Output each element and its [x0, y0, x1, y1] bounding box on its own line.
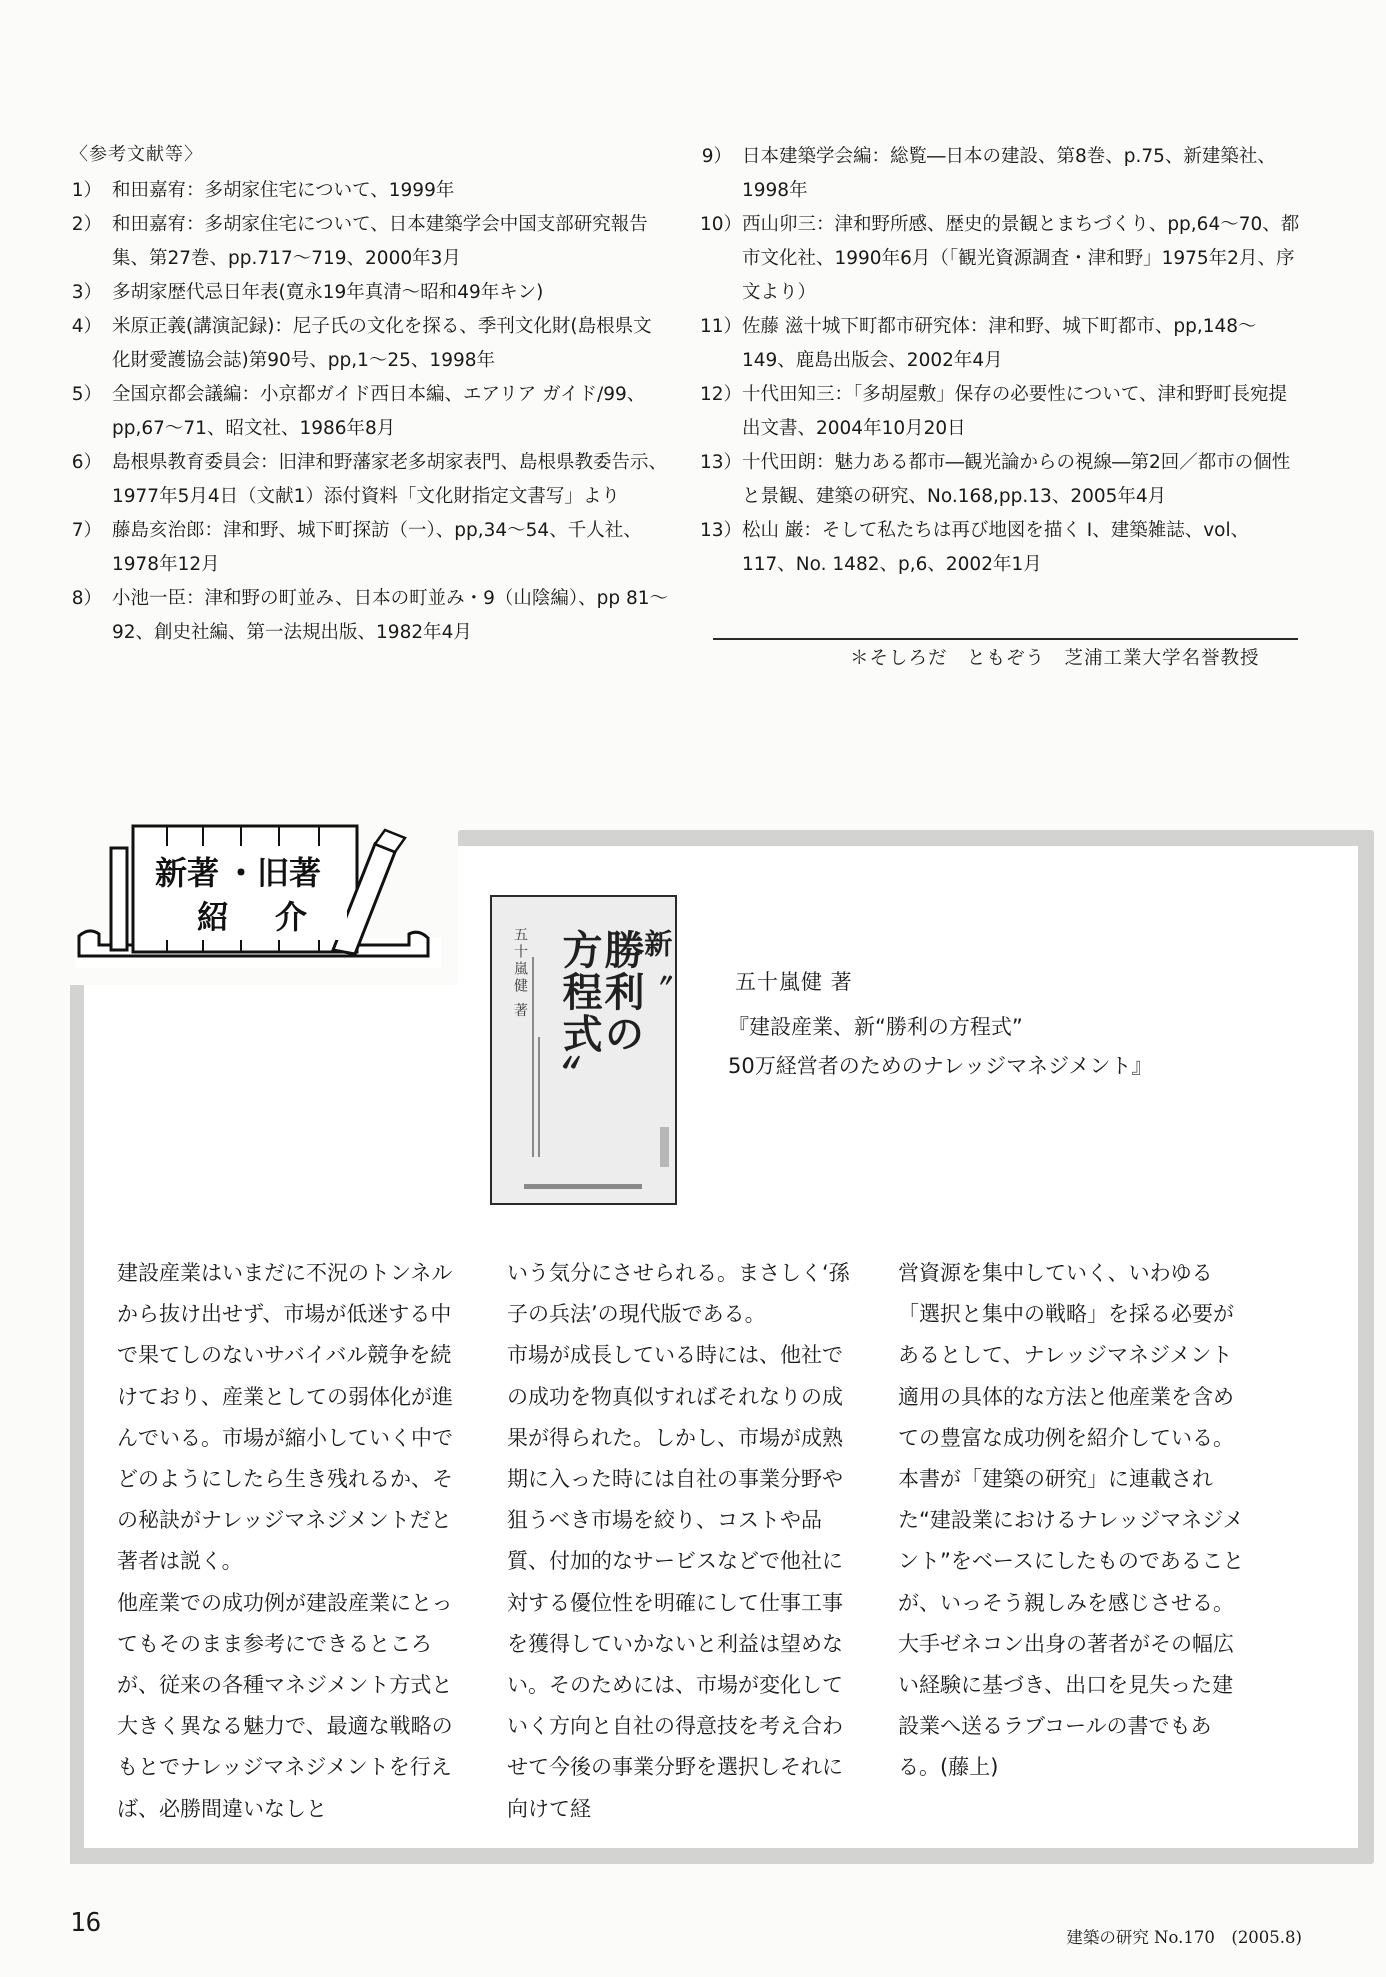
- book-cover-subtitle-mark-2: [538, 1037, 540, 1157]
- reference-text: 十代田朗：魅力ある都市―観光論からの視線―第2回／都市の個性と景観、建築の研究、No.168,pp.13、2005年4月: [742, 452, 1291, 507]
- reference-text: 佐藤 滋十城下町都市研究体：津和野、城下町都市、pp,148～149、鹿島出版会、2002年4月: [742, 316, 1257, 371]
- reference-text: 日本建築学会編：総覧―日本の建設、第8巻、p.75、新建築社、1998年: [742, 146, 1276, 201]
- section-logo: [75, 818, 441, 968]
- reference-item: [70, 514, 670, 582]
- references-heading: 〈参考文献等〉: [70, 144, 203, 165]
- review-book-title-line2: 50万経営者のためのナレッジマネジメント』: [728, 1054, 1153, 1078]
- book-cover-title: [556, 929, 674, 1097]
- review-body-column-3: [898, 1253, 1248, 1789]
- logo-text-shincho: 新著: [155, 854, 220, 892]
- reference-number: 9）: [701, 146, 732, 167]
- reference-number: 13）: [700, 452, 743, 473]
- review-book-title-line1: 『建設産業、新“勝利の方程式”: [728, 1015, 1023, 1039]
- reference-text: 和田嘉宥：多胡家住宅について、日本建築学会中国支部研究報告集、第27巻、pp.717～719、2000年3月: [112, 214, 648, 269]
- book-cover-publisher-mark: [524, 1184, 642, 1189]
- reference-number: 4）: [71, 316, 102, 337]
- reference-text: 西山卯三：津和野所感、歴史的景観とまちづくり、pp,64～70、都市文化社、1990年6月（「観光資源調査・津和野」1975年2月、序文より）: [742, 214, 1300, 303]
- book-cover-title-line3: 方程式〟: [556, 929, 603, 1097]
- reference-item: [70, 174, 670, 208]
- reference-number: 13）: [700, 520, 743, 541]
- review-body-column-1: [117, 1253, 467, 1830]
- review-body-column-2: [507, 1253, 857, 1830]
- logo-text-kyucho: 旧著: [257, 854, 322, 892]
- book-cover-edge: [660, 1127, 669, 1167]
- reference-item: [700, 310, 1300, 378]
- page-number: 16: [70, 1908, 102, 1938]
- reference-number: 8）: [71, 588, 102, 609]
- references-right-column: [700, 140, 1300, 582]
- reference-item: [70, 582, 670, 650]
- reference-text: 全国京都会議編：小京都ガイド西日本編、エアリア ガイド/99、pp,67～71、昭文社、1986年8月: [112, 384, 646, 439]
- reference-number: 5）: [71, 384, 102, 405]
- reference-item: [700, 446, 1300, 514]
- review-paragraph: 他産業での成功例が建設産業にとってもそのまま参考にできるところが、従来の各種マネジメント方式と大きく異なる魅力で、最適な戦略のもとでナレッジマネジメントを行えば、必勝間違いなしと: [117, 1590, 453, 1821]
- references-left-list: [70, 174, 670, 650]
- review-paragraph: 建設産業はいまだに不況のトンネルから抜け出せず、市場が低迷する中で果てしのないサバイバル競争を続けており、産業としての弱体化が進んでいる。市場が縮小していく中でどのようにしたら生き残れるか、その秘訣がナレッジマネジメントだと著者は説く。: [117, 1261, 453, 1574]
- reference-text: 藤島亥治郎：津和野、城下町探訪（一）、pp,34～54、千人社、1978年12月: [112, 520, 642, 575]
- reference-number: 12）: [700, 384, 743, 405]
- article-author-credit: ＊そしろだ ともぞう 芝浦工業大学名誉教授: [850, 648, 1260, 669]
- review-paragraph: いう気分にさせられる。まさしく‘孫子の兵法’の現代版である。: [507, 1261, 850, 1327]
- reference-text: 小池一臣：津和野の町並み、日本の町並み・9（山陰編）、pp 81～92、創史社編、第一法規出版、1982年4月: [112, 588, 669, 643]
- publication-footer: 建築の研究 No.170 (2005.8): [1066, 1928, 1302, 1947]
- book-cover-author: 五十嵐健 著: [512, 927, 528, 1020]
- reference-text: 多胡家歴代忌日年表(寛永19年真清～昭和49年キン): [112, 282, 544, 303]
- reference-item: [70, 276, 670, 310]
- reference-number: 3）: [71, 282, 102, 303]
- reference-item: [700, 378, 1300, 446]
- review-paragraph: 市場が成長している時には、他社での成功を物真似すればそれなりの成果が得られた。しかし、市場が成熟期に入った時には自社の事業分野や狙うべき市場を絞り、コストや品質、付加的なサービスなどで他社に対する優位性を明確にして仕事工事を獲得していかないと利益は望めない。そのためには、市場が変化していく方向と自社の得意技を考え合わせて今後の事業分野を選択しそれに向けて経: [507, 1343, 843, 1821]
- reference-item: [70, 446, 670, 514]
- references-left-column: [70, 140, 670, 650]
- reference-item: [700, 514, 1300, 582]
- reference-item: [70, 208, 670, 276]
- book-cover-title-line1: 新〝: [640, 929, 674, 985]
- reference-item: [70, 378, 670, 446]
- reference-item: [70, 310, 670, 378]
- logo-text-sho: 紹: [197, 898, 230, 936]
- reference-item: [700, 208, 1300, 310]
- reference-text: 十代田知三：「多胡屋敷」保存の必要性について、津和野町長宛提出文書、2004年10月20日: [742, 384, 1288, 439]
- review-book-author: 五十嵐健 著: [735, 970, 853, 994]
- reference-number: 2）: [71, 214, 102, 235]
- review-paragraph: 本書が「建築の研究」に連載された“建設業におけるナレッジマネジメント”をベースにしたものであることが、いっそう親しみを感じさせる。大手ゼネコン出身の著者がその幅広い経験に基づき、出口を見失った建設業へ送るラブコールの書でもある。(藤上): [898, 1467, 1244, 1780]
- reference-text: 米原正義(講演記録)：尼子氏の文化を探る、季刊文化財(島根県文化財愛護協会誌)第90号、pp,1～25、1998年: [112, 316, 652, 371]
- reference-number: 10）: [700, 214, 743, 235]
- logo-text-kai: 介: [275, 898, 308, 936]
- reference-number: 7）: [71, 520, 102, 541]
- logo-text-dot: ・: [225, 854, 258, 892]
- review-paragraph: 営資源を集中していく、いわゆる「選択と集中の戦略」を採る必要があるとして、ナレッジマネジメント適用の具体的な方法と他産業を含めての豊富な成功例を紹介している。: [898, 1261, 1234, 1450]
- reference-number: 11）: [700, 316, 743, 337]
- logo-book-spine-1: [111, 848, 127, 950]
- references-right-list: [700, 140, 1300, 582]
- reference-text: 和田嘉宥：多胡家住宅について、1999年: [112, 180, 455, 201]
- author-divider: [713, 638, 1298, 640]
- review-book-title: [728, 1008, 1152, 1086]
- reference-item: [700, 140, 1300, 208]
- reference-number: 6）: [71, 452, 102, 473]
- book-cover-subtitle-mark: [532, 957, 534, 1157]
- book-cover-title-line2: 勝利の: [598, 929, 645, 1055]
- reference-number: 1）: [71, 180, 102, 201]
- reference-text: 島根県教育委員会：旧津和野藩家老多胡家表門、島根県教委告示、1977年5月4日（文献1）添付資料「文化財指定文書写」より: [112, 452, 668, 507]
- book-cover-image: [490, 895, 677, 1205]
- reference-text: 松山 巌：そして私たちは再び地図を描く Ⅰ、建築雑誌、vol、117、No. 1482、p,6、2002年1月: [742, 520, 1250, 575]
